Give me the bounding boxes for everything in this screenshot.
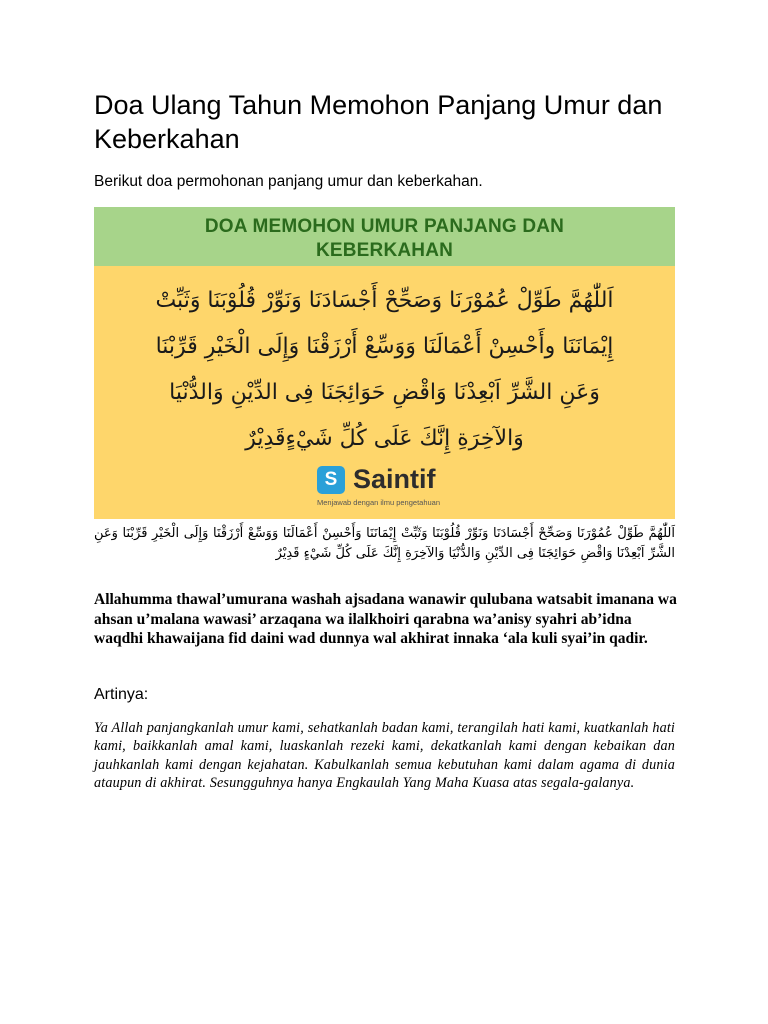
intro-paragraph: Berikut doa permohonan panjang umur dan keberkahan.: [94, 173, 483, 190]
saintif-brand: [317, 461, 517, 513]
page-title: Doa Ulang Tahun Memohon Panjang Umur dan Keberkahan: [94, 90, 663, 154]
card-header: [94, 207, 675, 266]
meaning-label: Artinya:: [94, 686, 149, 703]
card-arabic-line: وَعَنِ الشَّرِّ اَبْعِدْنَا وَاقْضِ حَوَائِجَنَا فِى الدِّيْنِ وَالدُّنْيَا: [169, 380, 600, 405]
brand-tagline: Menjawab dengan ilmu pengetahuan: [317, 498, 441, 507]
card-body: [94, 266, 675, 519]
saintif-logo-icon: S: [317, 466, 345, 494]
card-heading-line-1: DOA MEMOHON UMUR PANJANG DAN: [204, 216, 565, 237]
latin-transliteration: Allahumma thawal’umurana washah ajsadana wanawir qulubana watsabit imanana wa ahsan u’malana wawasi’ arzaqana wa ilalkhoiri qarabna wa’anisy syahri ab’idna waqdhi khawaijana fid daini wad dunnya wal akhirat innaka ‘ala kuli syai’in qadir.: [94, 591, 677, 647]
card-arabic-line: اَللّٰهُمَّ طَوِّلْ عُمُوْرَنَا وَصَحِّحْ أَجْسَادَنَا وَنَوِّرْ قُلُوْبَنَا وَثَبِّتْ: [155, 288, 614, 313]
meaning-paragraph: Ya Allah panjangkanlah umur kami, sehatkanlah badan kami, terangilah hati kami, kuatkanlah hati kami, baikkanlah amal kami, luaskanlah rezeki kami, dekatkanlah kami dengan kebaikan dan jauhkanlah kami dengan kejahatan. Kabulkanlah semua kebutuhan kami dalam agama di dunia ataupun di akhirat. Sesungguhnya hanya Engkaulah Yang Maha Kuasa atas segala-galanya.: [94, 720, 675, 791]
doa-image-card: [94, 207, 675, 519]
card-heading: [94, 215, 675, 263]
card-arabic-line: إِيْمَانَنَا وأَحْسِنْ أَعْمَالَنَا وَوَسِّعْ أَرْزَقْنَا وَإِلَى الْخَيْرِ قَرِّبْنَا: [155, 334, 614, 359]
arabic-prayer-text: اَللّٰهُمَّ طَوِّلْ عُمُوْرَنَا وَصَحِّحْ أَجْسَادَنَا وَنَوِّرْ قُلُوْبَنَا وَثَبِّتْ إِيْمَانَنَا وَأَحْسِنْ أَعْمَالَنَا وَوَسِّعْ أَرْزَقْنَا وَإِلَى الْخَيْرِ قَرِّبْنَا وَعَنِ الشَّرِّ اَبْعِدْنَا وَاقْضِ حَوَائِجَنَا فِى الدِّيْنِ وَالدُّنْيَا وَالآخِرَةِ إِنَّكَ عَلَى كُلِّ شَيْءٍ قَدِيْرٌ: [94, 526, 675, 561]
card-arabic-line: وَالآخِرَةِ إِنَّكَ عَلَى كُلِّ شَيْءٍقَدِيْرٌ: [245, 426, 524, 451]
card-arabic-prayer: [118, 278, 651, 462]
card-heading-line-2: KEBERKAHAN: [315, 240, 454, 261]
brand-name: Saintif: [353, 464, 436, 494]
